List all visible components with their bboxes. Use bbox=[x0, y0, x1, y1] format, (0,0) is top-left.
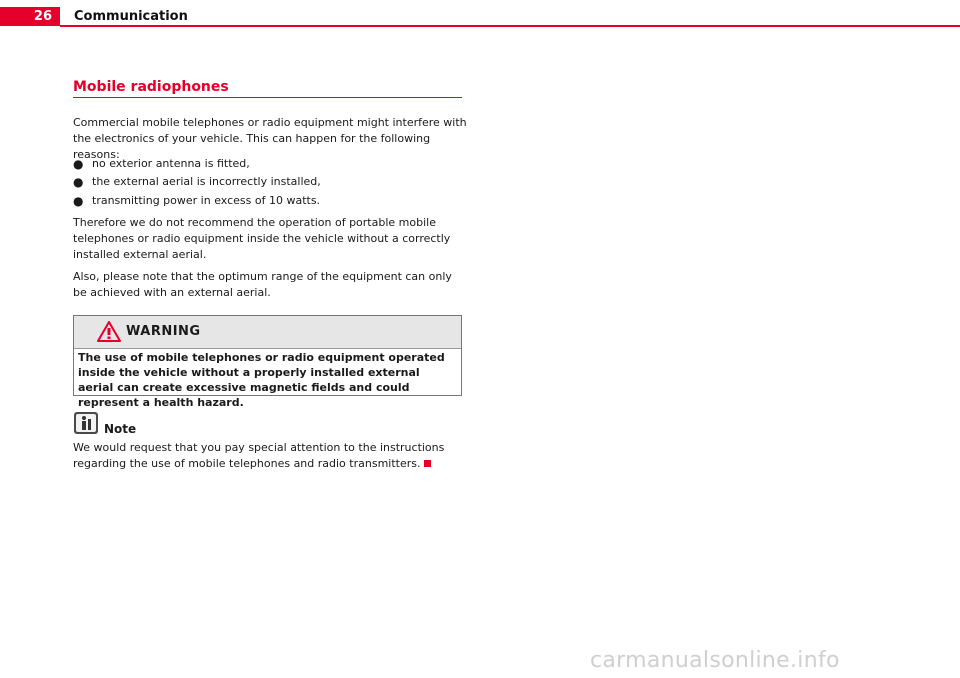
paragraph-range: Also, please note that the optimum range of the equipment can only be achieved with an external aerial. bbox=[73, 270, 452, 299]
watermark: carmanualsonline.info bbox=[590, 648, 840, 673]
bullet-icon: ● bbox=[73, 194, 84, 208]
page-number: 26 bbox=[0, 7, 60, 26]
paragraph-recommendation: Therefore we do not recommend the operation of portable mobile telephones or radio equipment inside the vehicle without a correctly installed external aerial. bbox=[73, 216, 451, 261]
bullet-icon: ● bbox=[73, 175, 84, 189]
warning-triangle-icon bbox=[97, 321, 121, 342]
warning-header bbox=[74, 316, 461, 349]
end-of-section-marker bbox=[424, 460, 431, 467]
warning-box bbox=[73, 315, 462, 409]
bullet-text: transmitting power in excess of 10 watts. bbox=[92, 194, 321, 207]
intro-paragraph: Commercial mobile telephones or radio equipment might interfere with the electronics of your vehicle. This can happen for the following reasons: bbox=[73, 116, 467, 161]
note-info-icon bbox=[73, 411, 99, 435]
warning-label: WARNING bbox=[126, 324, 201, 339]
bullet-text: no exterior antenna is fitted, bbox=[92, 157, 250, 170]
chapter-title: Communication bbox=[74, 9, 188, 24]
note-text: We would request that you pay special attention to the instructions regarding the use of mobile telephones and radio transmitters. bbox=[73, 441, 445, 470]
bullet-icon: ● bbox=[73, 157, 84, 171]
note-paragraph bbox=[73, 440, 468, 472]
note-label: Note bbox=[104, 422, 137, 436]
page-header bbox=[0, 0, 960, 28]
section-title: Mobile radiophones bbox=[73, 77, 462, 98]
bullet-text: the external aerial is incorrectly installed, bbox=[92, 175, 321, 188]
header-rule bbox=[60, 25, 960, 27]
warning-text: The use of mobile telephones or radio equipment operated inside the vehicle without a properly installed external aerial can create excessive magnetic fields and could represent a health hazard. bbox=[78, 351, 445, 409]
